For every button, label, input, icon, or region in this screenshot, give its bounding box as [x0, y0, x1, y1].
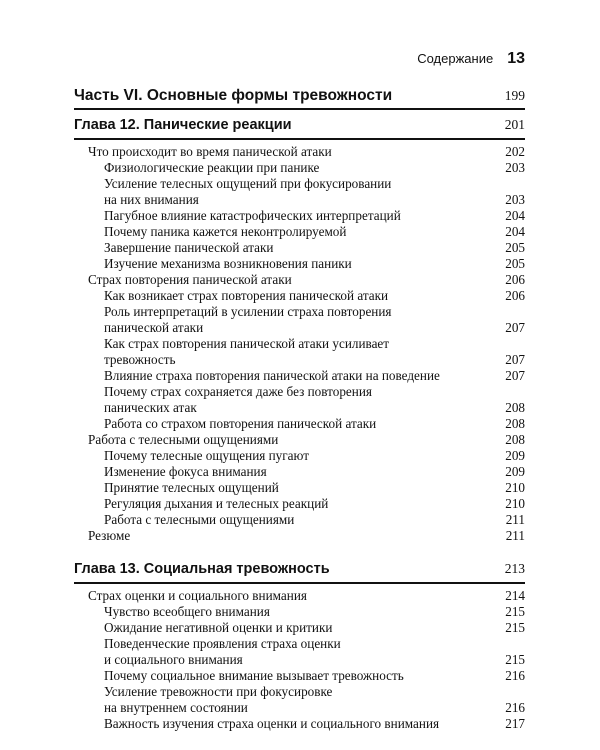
toc-page-number: 207 [505, 320, 525, 335]
toc-entry-title-line: Физиологические реакции при панике [104, 160, 320, 175]
toc-entry-title-line: Важность изучения страха оценки и социального внимания [104, 716, 440, 731]
toc-page-number: 208 [505, 416, 525, 431]
toc-page-number: 204 [505, 224, 525, 239]
running-head [74, 50, 525, 68]
toc-page-number: 210 [505, 480, 525, 495]
toc-entry-title-line: Ожидание негативной оценки и критики [104, 620, 333, 635]
toc-page-number: 206 [505, 272, 525, 287]
toc-entry-title [104, 496, 495, 512]
toc-entry-title-line: Усиление телесных ощущений при фокусировании [104, 176, 392, 191]
toc-entry-title [104, 716, 495, 732]
toc-page-number: 206 [505, 288, 525, 303]
running-head-title: Содержание [417, 51, 494, 66]
toc-chapter-heading [74, 557, 525, 581]
toc-page-number: 205 [505, 240, 525, 255]
toc-page-number: 205 [505, 256, 525, 271]
toc-entry-title [104, 304, 495, 336]
toc-entry-title-line: Работа с телесными ощущениями [88, 432, 279, 447]
toc-entry [74, 368, 525, 384]
toc-entry-title-line: Как страх повторения панической атаки усиливает [104, 336, 390, 351]
part-title: Часть VI. Основные формы тревожности [74, 86, 393, 104]
toc-entry-title-line: Принятие телесных ощущений [104, 480, 279, 495]
chapter-title: Глава 12. Панические реакции [74, 117, 292, 133]
toc-entry [74, 496, 525, 512]
toc-entry-title-line: Почему телесные ощущения пугают [104, 448, 309, 463]
toc-entry [74, 668, 525, 684]
toc-page-number: 209 [505, 448, 525, 463]
toc-entry-title-line: Влияние страха повторения панической атаки на поведение [104, 368, 440, 383]
toc-page-number: 204 [505, 208, 525, 223]
toc-entry-title-line: Почему социальное внимание вызывает тревожность [104, 668, 404, 683]
toc-entry-title [104, 176, 495, 208]
toc-page-number: 213 [504, 561, 525, 576]
toc-entry [74, 240, 525, 256]
toc-page-number: 207 [505, 368, 525, 383]
toc-entry-title [104, 160, 495, 176]
toc-entry [74, 432, 525, 448]
toc-entry [74, 160, 525, 176]
toc-entry [74, 512, 525, 528]
toc-entry-title-line: на внутреннем состоянии [104, 700, 248, 715]
toc-entry-title-line: панических атак [104, 400, 197, 415]
toc-entry [74, 636, 525, 668]
toc-entry-title [104, 448, 495, 464]
toc-page-number: 217 [505, 716, 525, 731]
toc-entry-title [104, 604, 495, 620]
toc-entry-title [104, 224, 495, 240]
toc-entry [74, 416, 525, 432]
toc-entry-title [88, 272, 495, 288]
toc-entry [74, 272, 525, 288]
toc-page-number: 201 [504, 117, 525, 132]
toc-entry-title [104, 416, 495, 432]
toc-entry-title-line: Регуляция дыхания и телесных реакций [104, 496, 329, 511]
toc-entry-title-line: Чувство всеобщего внимания [104, 604, 270, 619]
toc-entry-title-line: Изучение механизма возникновения паники [104, 256, 352, 271]
toc-page-number: 202 [505, 144, 525, 159]
toc-entry-title [104, 368, 495, 384]
toc-entry-title-line: Завершение панической атаки [104, 240, 274, 255]
toc-entry [74, 716, 525, 732]
toc-entry-title-line: Страх повторения панической атаки [88, 272, 292, 287]
toc-entry-title-line: Роль интерпретаций в усилении страха повторения [104, 304, 392, 319]
toc-entry-title [104, 480, 495, 496]
toc-entry [74, 176, 525, 208]
toc-entry-title-line: панической атаки [104, 320, 204, 335]
toc-entry-title [104, 636, 495, 668]
toc-entry [74, 528, 525, 544]
heading-rule [74, 582, 525, 584]
toc-entry-title [104, 336, 495, 368]
toc-entry-title [104, 384, 495, 416]
chapter-title: Глава 13. Социальная тревожность [74, 561, 330, 577]
toc-entry [74, 224, 525, 240]
toc-entry-title-line: Страх оценки и социального внимания [88, 588, 307, 603]
toc-entry [74, 480, 525, 496]
toc-entry [74, 448, 525, 464]
toc-entry-title-line: Усиление тревожности при фокусировке [104, 684, 333, 699]
toc-entry [74, 620, 525, 636]
toc-entry-title [104, 464, 495, 480]
toc-entry [74, 588, 525, 604]
toc-entry-title [88, 528, 495, 544]
toc-entry-title [104, 208, 495, 224]
toc-page-number: 210 [505, 496, 525, 511]
toc-entry-title-line: Работа с телесными ощущениями [104, 512, 295, 527]
toc-entry-title [104, 240, 495, 256]
toc-page-number: 203 [505, 192, 525, 207]
toc-entry-title-line: Почему страх сохраняется даже без повторения [104, 384, 372, 399]
toc-entry-title [104, 256, 495, 272]
toc-entry-title [104, 512, 495, 528]
toc-entry-title [88, 588, 495, 604]
toc-entry-title [104, 288, 495, 304]
running-head-page-number: 13 [507, 50, 525, 67]
toc-page-number: 215 [505, 652, 525, 667]
toc-entry-title [88, 144, 495, 160]
toc-entry-title [104, 668, 495, 684]
toc-entry-title [104, 684, 495, 716]
toc-entry-title-line: Изменение фокуса внимания [104, 464, 267, 479]
toc-page-number: 203 [505, 160, 525, 175]
toc-entry [74, 684, 525, 716]
heading-rule [74, 108, 525, 110]
toc-page-number: 216 [505, 700, 525, 715]
toc-chapter-heading [74, 113, 525, 137]
toc-entry [74, 256, 525, 272]
toc-page-number: 215 [505, 604, 525, 619]
toc-page-number: 208 [505, 400, 525, 415]
toc-page-number: 208 [505, 432, 525, 447]
heading-rule [74, 138, 525, 140]
toc-page-number: 215 [505, 620, 525, 635]
toc-entry [74, 208, 525, 224]
toc-entry [74, 604, 525, 620]
toc-page-number: 199 [504, 87, 525, 103]
toc-page-number: 207 [505, 352, 525, 367]
toc-page-number: 211 [505, 528, 525, 543]
toc-entry-title-line: Работа со страхом повторения панической атаки [104, 416, 377, 431]
toc-page-number: 209 [505, 464, 525, 479]
toc-entry-title [88, 432, 495, 448]
toc-page-number: 214 [505, 588, 525, 603]
toc-entry-title-line: Резюме [88, 528, 131, 543]
toc-entry-title-line: тревожность [104, 352, 176, 367]
toc-entry-title-line: Поведенческие проявления страха оценки [104, 636, 341, 651]
toc-entry [74, 384, 525, 416]
toc-page-number: 216 [505, 668, 525, 683]
table-of-contents [74, 84, 525, 732]
toc-entry [74, 144, 525, 160]
toc-entry [74, 336, 525, 368]
toc-entry-title-line: Как возникает страх повторения панической атаки [104, 288, 389, 303]
toc-entry [74, 464, 525, 480]
toc-page-number: 211 [505, 512, 525, 527]
toc-entry-title-line: и социального внимания [104, 652, 243, 667]
toc-part-heading [74, 84, 525, 107]
toc-entry [74, 288, 525, 304]
toc-entry-title-line: Что происходит во время панической атаки [88, 144, 332, 159]
toc-entry [74, 304, 525, 336]
toc-entry-title-line: Почему паника кажется неконтролируемой [104, 224, 347, 239]
toc-entry-title [104, 620, 495, 636]
toc-entry-title-line: на них внимания [104, 192, 199, 207]
toc-entry-title-line: Пагубное влияние катастрофических интерпретаций [104, 208, 401, 223]
